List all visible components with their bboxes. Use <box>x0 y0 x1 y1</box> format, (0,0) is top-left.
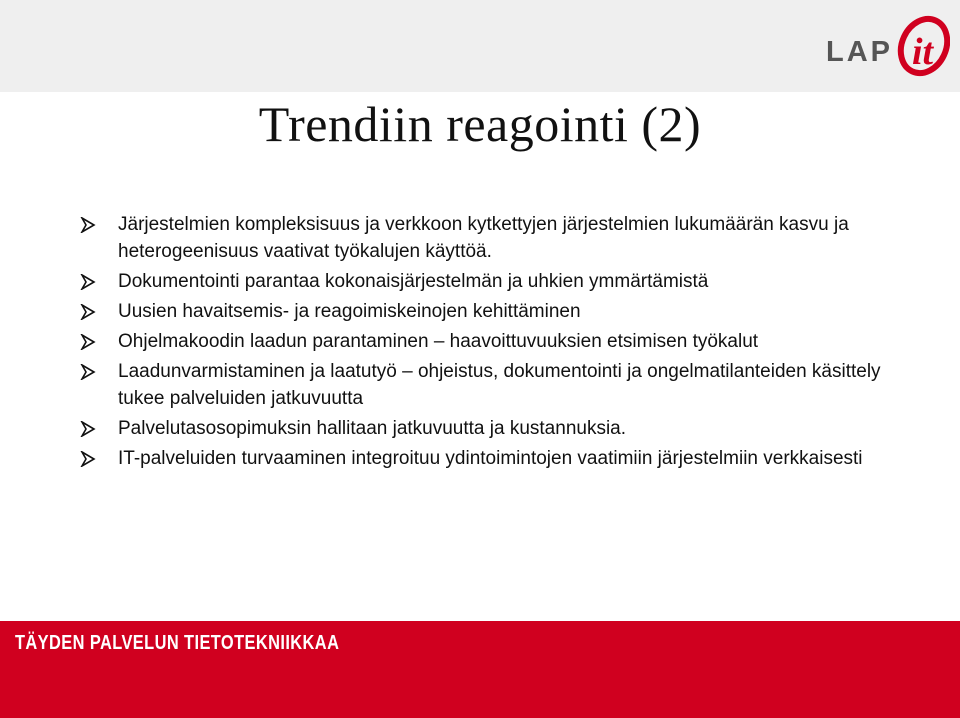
bullet-text: Palvelutasosopimuksin hallitaan jatkuvuutta ja kustannuksia. <box>118 418 627 439</box>
lapit-logo <box>826 10 950 90</box>
bullet-text: Laadunvarmistaminen ja laatutyö – ohjeistus, dokumentointi ja ongelmatilanteiden käsittely tukee palveluiden jatkuvuutta <box>118 361 881 409</box>
arrow-bullet-icon <box>80 364 96 380</box>
logo-text: LAP <box>826 36 893 68</box>
header-band <box>0 0 960 92</box>
arrow-bullet-icon <box>80 334 96 350</box>
footer-slogan: TÄYDEN PALVELUN TIETOTEKNIIKKAA <box>15 632 340 654</box>
logo-it-mark <box>826 10 950 90</box>
arrow-bullet-icon <box>80 304 96 320</box>
bullet-text: Uusien havaitsemis- ja reagoimiskeinojen kehittäminen <box>118 301 581 322</box>
bullet-item <box>80 328 900 355</box>
arrow-bullet-icon <box>80 421 96 437</box>
arrow-bullet-icon <box>80 217 96 233</box>
slide-title: Trendiin reagointi (2) <box>258 96 702 152</box>
bullet-item <box>80 268 900 295</box>
bullet-text: Järjestelmien kompleksisuus ja verkkoon kytkettyjen järjestelmien lukumäärän kasvu ja heterogeenisuus vaativat työkalujen käyttöä. <box>118 214 849 262</box>
bullet-item <box>80 298 900 325</box>
bullet-item <box>80 445 900 472</box>
bullet-item <box>80 211 900 265</box>
bullet-item <box>80 358 900 412</box>
logo-accent-text: it <box>912 31 934 73</box>
footer-band <box>0 621 960 718</box>
bullet-list <box>80 211 900 475</box>
arrow-bullet-icon <box>80 451 96 467</box>
bullet-text: Dokumentointi parantaa kokonaisjärjestelmän ja uhkien ymmärtämistä <box>118 271 709 292</box>
arrow-bullet-icon <box>80 274 96 290</box>
bullet-text: Ohjelmakoodin laadun parantaminen – haavoittuvuuksien etsimisen työkalut <box>118 331 759 352</box>
bullet-text: IT-palveluiden turvaaminen integroituu ydintoimintojen vaatimiin järjestelmiin verkkaisesti <box>118 448 863 469</box>
bullet-item <box>80 415 900 442</box>
